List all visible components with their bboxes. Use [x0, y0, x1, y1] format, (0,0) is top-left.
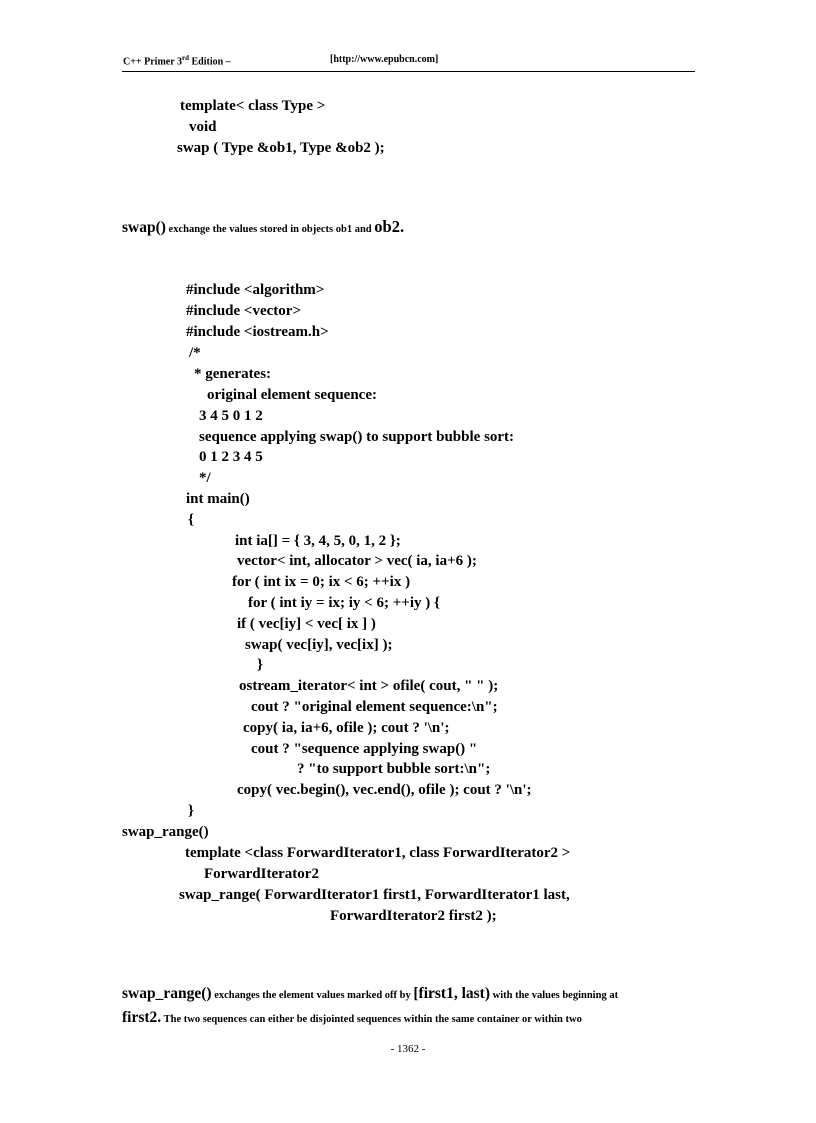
code-line: for ( int ix = 0; ix < 6; ++ix ) — [232, 574, 411, 590]
code-line: copy( vec.begin(), vec.end(), ofile ); cout ? '\n'; — [237, 782, 532, 798]
code-line: */ — [199, 470, 211, 486]
code-line: * generates: — [194, 366, 272, 382]
code-line: cout ? "sequence applying swap() " — [251, 741, 478, 757]
code-line: vector< int, allocator > vec( ia, ia+6 ); — [237, 553, 477, 569]
page-number: - 1362 - — [390, 1043, 426, 1055]
decl-line: ForwardIterator2 first2 ); — [330, 908, 497, 924]
code-line: { — [188, 512, 194, 528]
description-swap-range-line1: swap_range() exchanges the element values marked off by [first1, last) with the values beginning at — [122, 985, 619, 1002]
description-swap: swap() exchange the values stored in objects ob1 and ob2. — [122, 217, 405, 236]
decl-line: swap ( Type &ob1, Type &ob2 ); — [177, 140, 385, 156]
code-line: /* — [189, 345, 201, 361]
code-line: for ( int iy = ix; iy < 6; ++iy ) { — [248, 595, 440, 611]
decl-line: void — [189, 119, 217, 135]
running-header-title: C++ Primer 3rd Edition – — [123, 54, 234, 68]
code-line: ? "to support bubble sort:\n"; — [297, 761, 491, 777]
running-header-url: [http://www.epubcn.com] — [330, 54, 439, 65]
code-line: #include <iostream.h> — [186, 324, 329, 340]
code-line: int main() — [186, 491, 250, 507]
code-line: #include <algorithm> — [186, 282, 325, 298]
code-line: if ( vec[iy] < vec[ ix ] ) — [237, 616, 376, 632]
code-line: 3 4 5 0 1 2 — [199, 408, 263, 424]
code-line: swap( vec[iy], vec[ix] ); — [245, 637, 393, 653]
code-line: cout ? "original element sequence:\n"; — [251, 699, 498, 715]
code-line: original element sequence: — [207, 387, 377, 403]
decl-line: ForwardIterator2 — [204, 866, 319, 882]
decl-line: swap_range( ForwardIterator1 first1, ForwardIterator1 last, — [179, 887, 570, 903]
code-line: } — [188, 803, 194, 819]
code-line: ostream_iterator< int > ofile( cout, " " ); — [239, 678, 499, 694]
decl-line: template <class ForwardIterator1, class ForwardIterator2 > — [185, 845, 571, 861]
code-line: sequence applying swap() to support bubble sort: — [199, 429, 515, 445]
code-line: int ia[] = { 3, 4, 5, 0, 1, 2 }; — [235, 533, 401, 549]
decl-line: template< class Type > — [180, 98, 326, 114]
code-line: copy( ia, ia+6, ofile ); cout ? '\n'; — [243, 720, 450, 736]
header-rule — [122, 71, 695, 72]
code-line: 0 1 2 3 4 5 — [199, 449, 263, 465]
section-title: swap_range() — [122, 824, 209, 840]
description-swap-range-line2: first2. The two sequences can either be disjointed sequences within the same container or within two — [122, 1009, 582, 1026]
code-line: } — [257, 657, 263, 673]
code-line: #include <vector> — [186, 303, 301, 319]
